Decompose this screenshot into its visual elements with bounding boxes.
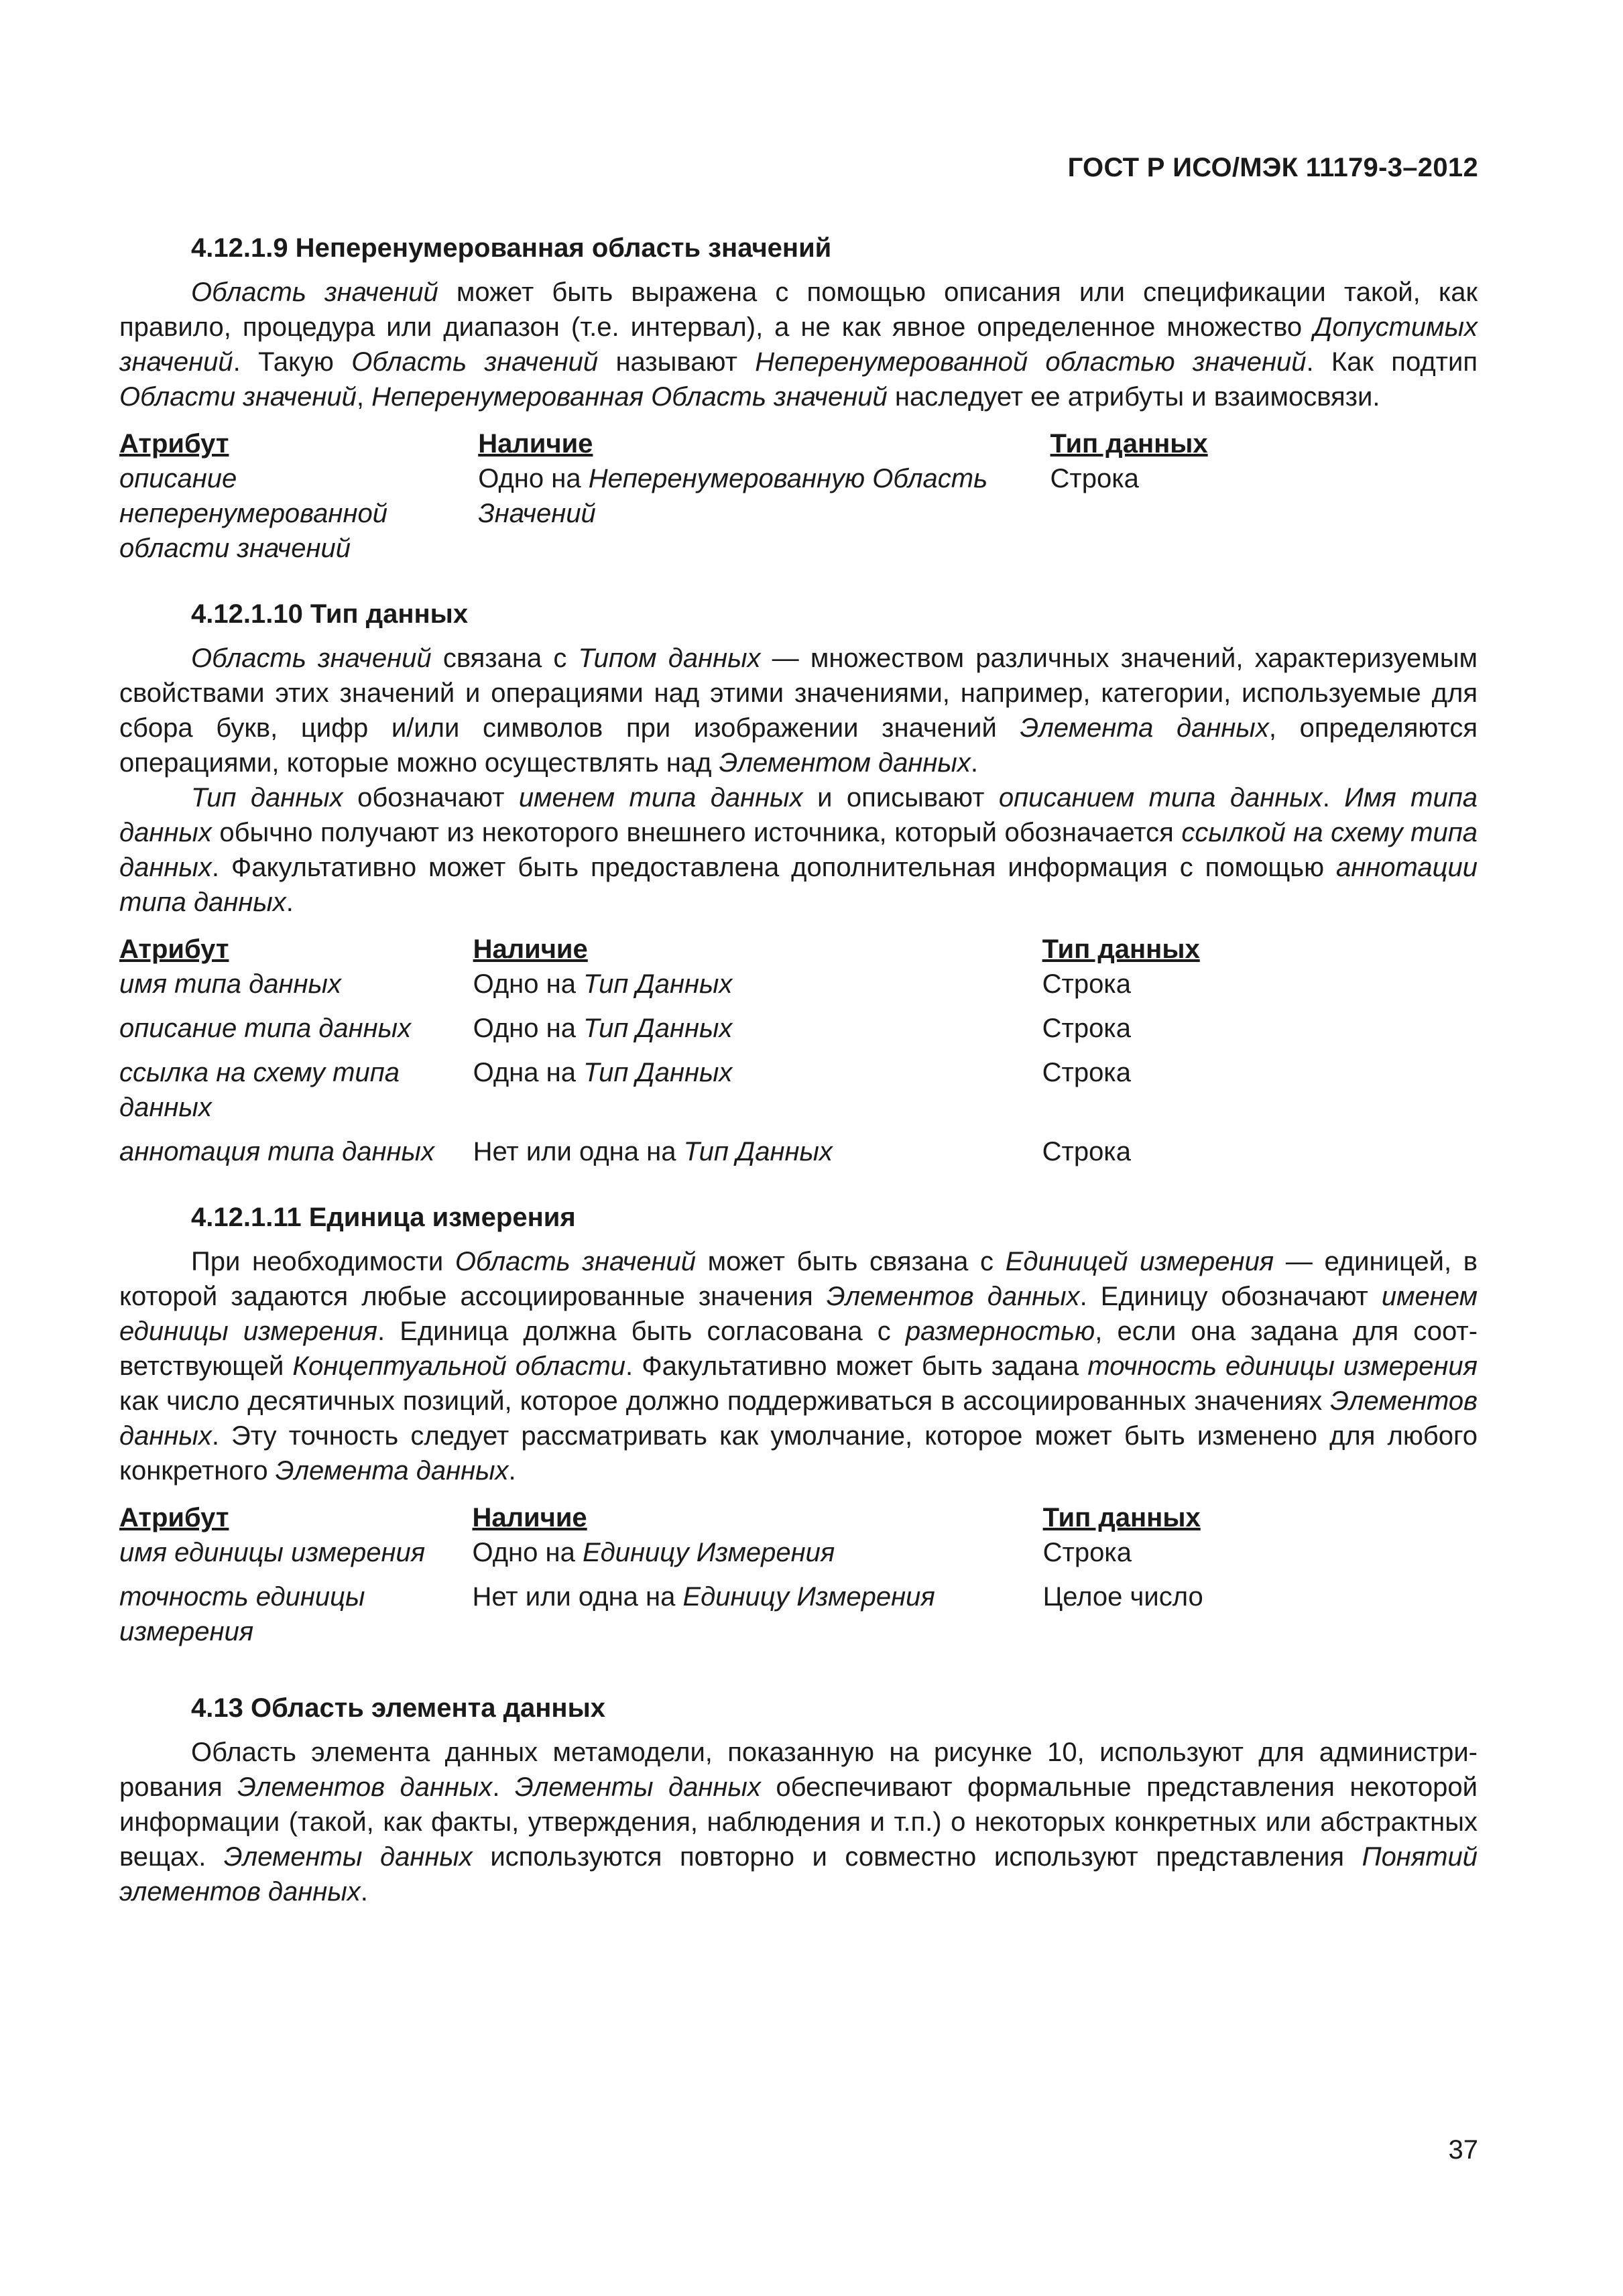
attribute-datatype: Строка <box>1042 1538 1132 1567</box>
text-run: Нет или одна на <box>472 1582 683 1612</box>
italic-term: Элемента данных <box>275 1456 509 1486</box>
column-header: Наличие <box>478 429 593 459</box>
text-run: может быть связана с <box>695 1247 1006 1276</box>
italic-term: Область значений <box>191 644 432 673</box>
italic-term: аннотации типа данных <box>119 853 1478 917</box>
section-heading: 4.12.1.9 Неперенумерованная область значений <box>191 233 832 263</box>
text-run: называют <box>598 347 756 377</box>
attribute-name: имя типа данных <box>119 969 341 999</box>
italic-term: Элемента данных <box>1020 713 1269 743</box>
paragraph <box>119 1735 1478 1909</box>
italic-term: Типом данных <box>578 644 761 673</box>
text-run: . Такую <box>233 347 352 377</box>
attribute-table <box>119 932 1478 1179</box>
paragraph <box>119 275 1478 414</box>
attribute-datatype: Строка <box>1050 464 1139 493</box>
italic-term: Области значений <box>119 382 357 412</box>
italic-term: Единицей измерения <box>1005 1247 1274 1276</box>
italic-term: Неперенумерованная Область значений <box>371 382 888 412</box>
attribute-datatype: Целое число <box>1042 1582 1203 1612</box>
text-run: , <box>356 382 372 412</box>
text-run: Одно на <box>473 1014 584 1043</box>
text-run: — единицей, в которой задаются любые ассоциированные значения <box>119 1247 1478 1311</box>
italic-term: Область значений <box>191 278 438 307</box>
attribute-name: точность единицы измерения <box>119 1582 365 1646</box>
italic-term: Область значений <box>351 347 599 377</box>
column-header: Наличие <box>473 934 588 964</box>
attribute-name: аннотация типа данных <box>119 1137 434 1166</box>
text-run: как число десятичных позиций, которое должно поддерживаться в ассоциированных значениях <box>119 1386 1331 1416</box>
italic-term: Концептуальной области <box>292 1351 626 1381</box>
italic-term: Понятий элементов данных <box>119 1842 1478 1907</box>
italic-term: Тип Данных <box>683 1137 833 1166</box>
italic-term: описанием типа данных <box>998 783 1323 812</box>
text-run: . <box>508 1456 516 1486</box>
table-row <box>119 1011 1478 1055</box>
italic-term: Элементы данных <box>223 1842 473 1872</box>
table-row <box>119 1535 1478 1579</box>
table-header-row <box>119 426 1478 461</box>
attribute-presence <box>473 1134 1042 1179</box>
italic-term: именем типа данных <box>518 783 803 812</box>
table-header-row <box>119 932 1478 967</box>
attribute-presence <box>472 1579 1042 1658</box>
section-heading: 4.12.1.10 Тип данных <box>191 599 469 629</box>
text-run: Область элемента данных метамодели, показанную на рисунке 10, используют для администрирования <box>119 1738 1478 1802</box>
column-header: Тип данных <box>1050 429 1208 459</box>
column-header: Тип данных <box>1042 1503 1201 1532</box>
italic-term: Единицу Измерения <box>582 1538 835 1567</box>
attribute-table <box>119 1500 1478 1658</box>
attribute-name: описание типа данных <box>119 1014 412 1043</box>
italic-term: Элементов данных <box>826 1282 1080 1311</box>
text-run: . <box>492 1772 515 1802</box>
text-run: . Как подтип <box>1306 347 1478 377</box>
italic-term: Элементов данных <box>119 1386 1478 1451</box>
attribute-presence <box>473 1055 1042 1134</box>
standard-header: ГОСТ Р ИСО/МЭК 11179-3–2012 <box>1067 153 1478 182</box>
text-run: . Эту точность следует рассматривать как умолчание, которое может быть изменено для любого конкретного <box>119 1421 1478 1486</box>
text-run: . Единица должна быть согласована с <box>377 1317 906 1346</box>
text-run: Одна на <box>473 1058 584 1087</box>
text-run: . <box>286 888 294 917</box>
text-run: . Факультативно может быть предоставлена дополнительная информация с помощью <box>211 853 1336 882</box>
table-row <box>119 967 1478 1011</box>
text-run: . <box>360 1877 368 1907</box>
attribute-presence <box>478 461 1050 575</box>
text-run: может быть выражена с помощью описания или спецификации такой, как правило, процедура или диапазон (т.е. интервал), а не как явное определенное множество <box>119 278 1478 342</box>
document-body <box>119 228 1478 1909</box>
italic-term: Тип Данных <box>583 1058 733 1087</box>
text-run: . <box>970 748 978 778</box>
attribute-datatype: Строка <box>1042 969 1131 999</box>
text-run: Одно на <box>478 464 589 493</box>
attribute-datatype: Строка <box>1042 1058 1131 1087</box>
table-header-row <box>119 1500 1478 1535</box>
attribute-presence <box>473 1011 1042 1055</box>
text-run: и описывают <box>802 783 999 812</box>
italic-term: Единицу Измерения <box>682 1582 935 1612</box>
italic-term: Тип данных <box>191 783 343 812</box>
text-run: При необходимости <box>191 1247 455 1276</box>
section-heading: 4.13 Область элемента данных <box>191 1693 605 1723</box>
italic-term: Область значений <box>455 1247 696 1276</box>
italic-term: Тип Данных <box>583 969 733 999</box>
italic-term: Допустимых значений <box>119 312 1478 377</box>
column-header: Тип данных <box>1042 934 1200 964</box>
column-header: Наличие <box>472 1503 587 1532</box>
text-run: . Факультативно может быть задана <box>625 1351 1088 1381</box>
paragraph <box>119 780 1478 920</box>
attribute-name: ссылка на схему типа данных <box>119 1058 400 1122</box>
italic-term: Элементом данных <box>719 748 971 778</box>
italic-term: Неперенумерованной областью значений <box>755 347 1307 377</box>
table-row <box>119 1055 1478 1134</box>
attribute-name: описание неперенумерованной области значений <box>119 464 387 563</box>
italic-term: Имя типа данных <box>119 783 1478 847</box>
table-row <box>119 461 1478 575</box>
text-run: . <box>1322 783 1345 812</box>
italic-term: Тип Данных <box>583 1014 733 1043</box>
text-run: Одно на <box>472 1538 583 1567</box>
italic-term: размерностью <box>905 1317 1095 1346</box>
page-number: 37 <box>1448 2135 1478 2165</box>
text-run: обычно получают из некоторого внешнего источника, который обозначается <box>211 818 1182 847</box>
text-run: связана с <box>431 644 579 673</box>
text-run: обозначают <box>343 783 519 812</box>
attribute-name: имя единицы измерения <box>119 1538 426 1567</box>
text-run: Нет или одна на <box>473 1137 684 1166</box>
column-header: Атрибут <box>119 1503 229 1532</box>
attribute-table <box>119 426 1478 575</box>
paragraph <box>119 641 1478 780</box>
section-heading: 4.12.1.11 Единица измерения <box>191 1203 576 1232</box>
text-run: обеспечивают формальные представления некоторой информации (такой, как факты, утверждения, наблюдения и т.п.) о некоторых конкретных или абстрактных вещах. <box>119 1772 1478 1872</box>
attribute-datatype: Строка <box>1042 1137 1131 1166</box>
text-run: — множеством различных значений, характеризуемым свойствами этих значений и операциями над этими значениями, например, категории, используемые для сбора букв, цифр и/или символов при изображении значений <box>119 644 1478 743</box>
italic-term: Элементы данных <box>514 1772 761 1802</box>
attribute-presence <box>473 967 1042 1011</box>
text-run: . Единицу обозначают <box>1079 1282 1382 1311</box>
column-header: Атрибут <box>119 934 229 964</box>
column-header: Атрибут <box>119 429 229 459</box>
paragraph <box>119 1244 1478 1488</box>
italic-term: точность единицы измерения <box>1087 1351 1478 1381</box>
attribute-datatype: Строка <box>1042 1014 1131 1043</box>
text-run: , если она задана для соответствующей <box>119 1317 1478 1381</box>
text-run: наследует ее атрибуты и взаимосвязи. <box>887 382 1380 412</box>
table-row <box>119 1579 1478 1658</box>
table-row <box>119 1134 1478 1179</box>
italic-term: Неперенумерованную Область Значений <box>478 464 988 528</box>
attribute-presence <box>472 1535 1042 1579</box>
italic-term: Элементов данных <box>237 1772 493 1802</box>
text-run: , определяются операциями, которые можно осуществлять над <box>119 713 1478 778</box>
italic-term: именем единицы измерения <box>119 1282 1478 1346</box>
italic-term: ссылкой на схему типа данных <box>119 818 1478 882</box>
text-run: Одно на <box>473 969 584 999</box>
text-run: используются повторно и совместно используют представления <box>472 1842 1362 1872</box>
